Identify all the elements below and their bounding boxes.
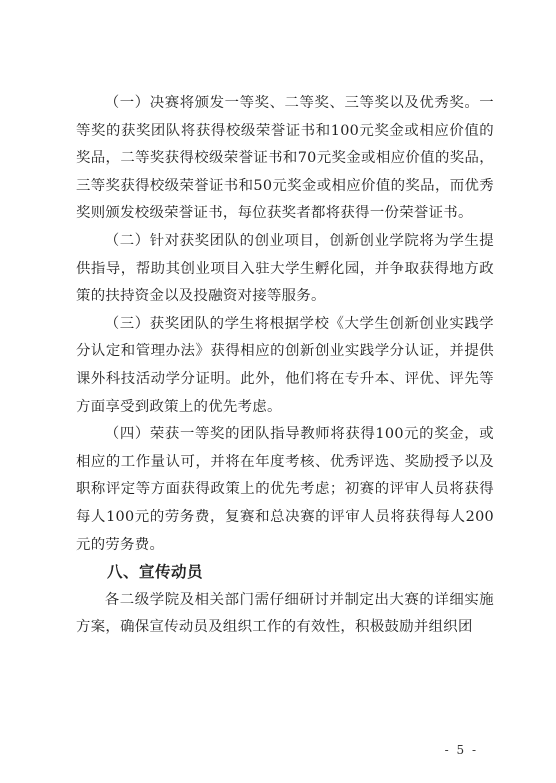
section-heading: 八、宣传动员 [107,563,204,582]
page-number: - 5 - [444,743,478,757]
paragraph-credit-recognition: （三）获奖团队的学生将根据学校《大学生创新创业实践学分认定和管理办法》获得相应的创新创业实践学分认证，并提供课外科技活动学分证明。此外，他们将在专升本、评优、评先等方面享受到政策上的优先考虑。 [76,315,494,415]
paragraph-awards: （一）决赛将颁发一等奖、二等奖、三等奖以及优秀奖。一等奖的获奖团队将获得校级荣誉证书和100元奖金或相应价值的奖品，二等奖获得校级荣誉证书和70元奖金或相应价值的奖品，三等奖获得校级荣誉证书和50元奖金或相应价值的奖品，而优秀奖则颁发校级荣誉证书，每位获奖者都将获得一份荣誉证书。 [76,95,494,222]
paragraph-publicity: 各二级学院及相关部门需仔细研讨并制定出大赛的详细实施方案，确保宣传动员及组织工作的有效性，积极鼓励并组织团 [76,591,494,636]
paragraph-advisor-rewards: （四）荣获一等奖的团队指导教师将获得100元的奖金，或相应的工作量认可，并将在年度考核、优秀评选、奖励授予以及职称评定等方面获得政策上的优先考虑；初赛的评审人员将获得每人100元的劳务费，复赛和总决赛的评审人员将获得每人200元的劳务费。 [76,426,494,553]
paragraph-startup-support: （二）针对获奖团队的创业项目，创新创业学院将为学生提供指导，帮助其创业项目入驻大学生孵化园，并争取获得地方政策的扶持资金以及投融资对接等服务。 [76,232,494,305]
document-body [76,90,494,642]
